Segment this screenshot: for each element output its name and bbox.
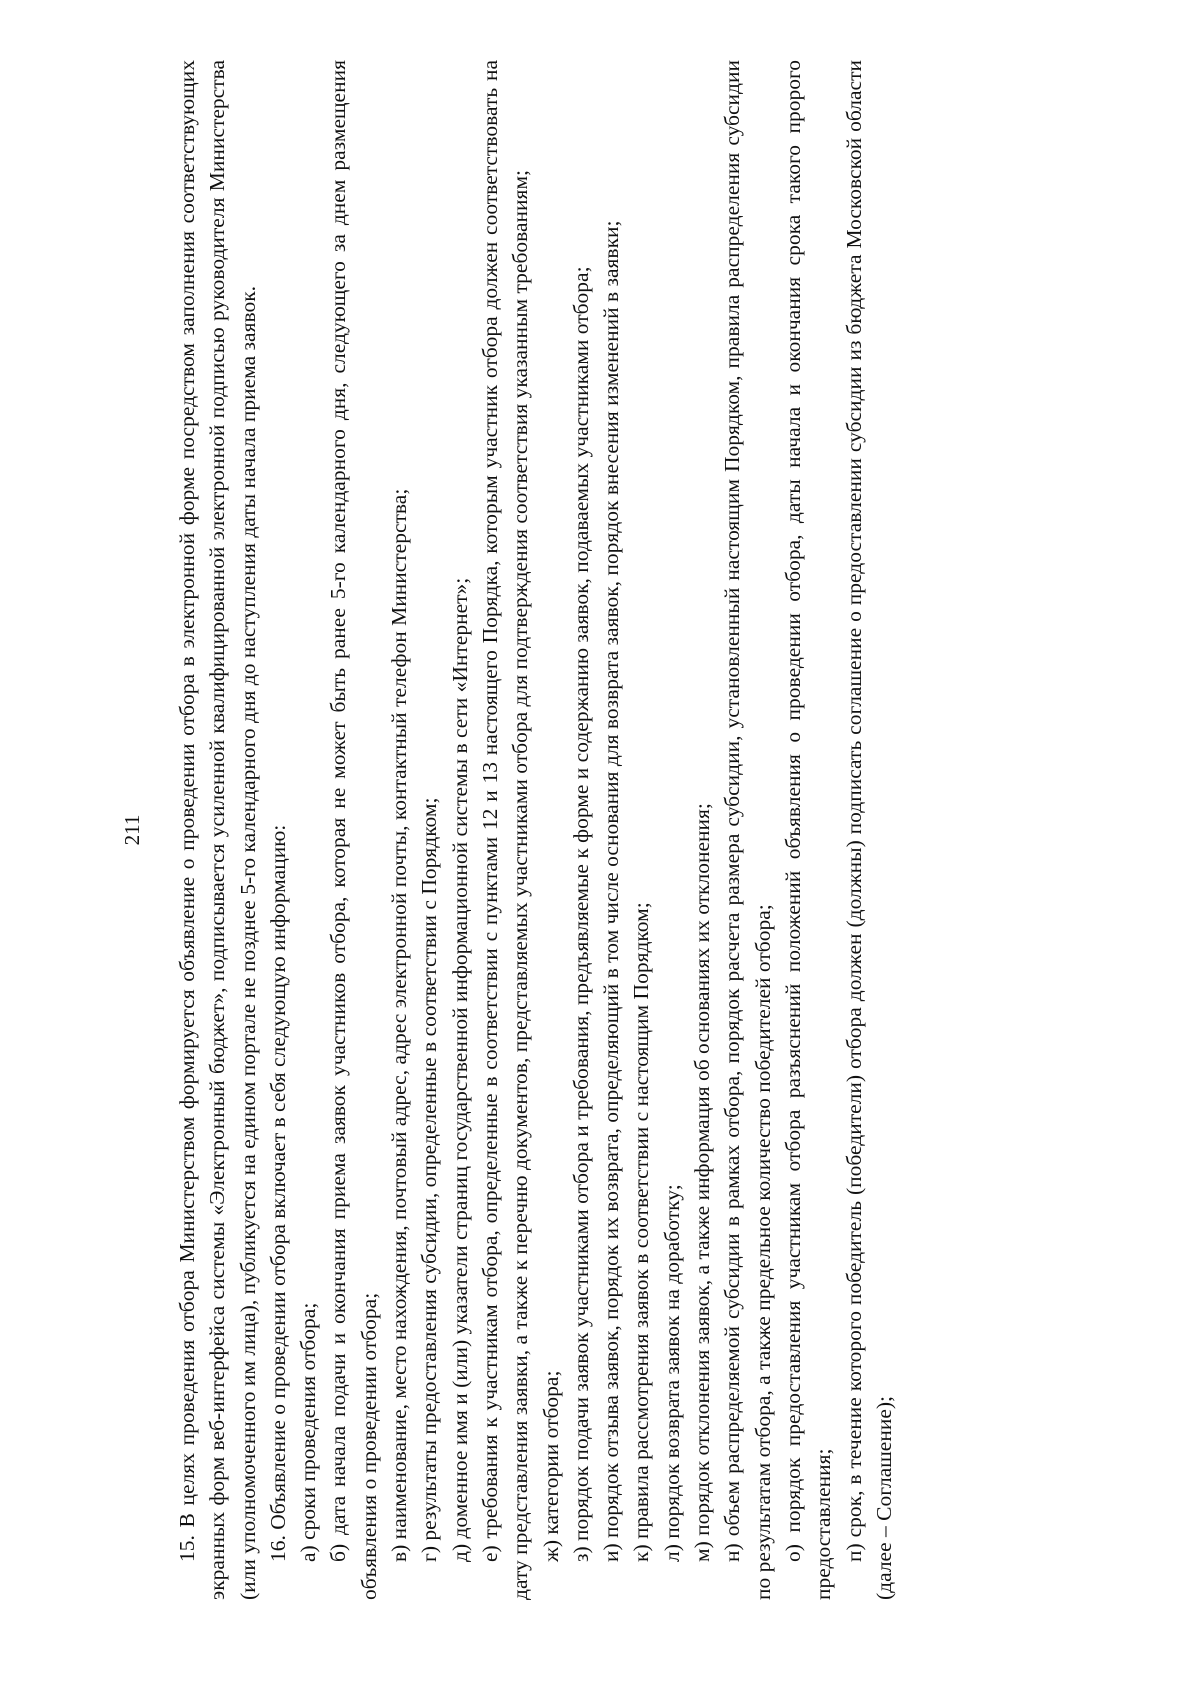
rotated-content	[120, 60, 1080, 1600]
document-body	[172, 60, 899, 1600]
paragraph-16: 16. Объявление о проведении отбора включает в себя следующую информацию:	[265, 824, 290, 1562]
list-item-g: г) результаты предоставления субсидии, определенные в соответствии с Порядком;	[417, 797, 442, 1562]
list-item-b: б) дата начала подачи и окончания приема заявок участников отбора, которая не может быть ранее 5-го календарного дня, следующего за днем размещения объявления о проведении отбора;	[326, 60, 381, 1600]
list-item-l: л) порядок возврата заявок на доработку;	[659, 1184, 684, 1562]
list-item-d: д) доменное имя и (или) указатели страниц государственной информационной системы в сети «Интернет»;	[447, 577, 472, 1562]
list-item-v: в) наименование, место нахождения, почтовый адрес, адрес электронной почты, контактный телефон Министерства;	[387, 488, 412, 1562]
page-number: 211	[120, 814, 144, 846]
list-item-k: к) правила рассмотрения заявок в соответствии с настоящим Порядком;	[629, 902, 654, 1562]
list-item-e: е) требования к участникам отбора, определенные в соответствии с пунктами 12 и 13 настоящего Порядка, которым участник отбора должен соответствовать на дату представления заявки, а также к перечню документов, представляемых участниками отбора для подтверждения соответствия указанным требованиям;	[477, 60, 533, 1600]
list-item-i: и) порядок отзыва заявок, порядок их возврата, определяющий в том числе основания для возврата заявок, порядок внесения изменений в заявки;	[599, 220, 624, 1562]
list-item-n: н) объем распределяемой субсидии в рамках отбора, порядок расчета размера субсидии, установленный настоящим Порядком, правила распределения субсидии по результатам отбора, а также предельное количество победителей отбора;	[720, 60, 775, 1600]
list-item-z: з) порядок подачи заявок участниками отбора и требования, предъявляемые к форме и содержанию заявок, подаваемых участниками отбора;	[568, 266, 593, 1562]
paragraph-15: 15. В целях проведения отбора Министерством формируется объявление о проведении отбора в электронной форме посредством заполнения соответствующих экранных форм веб-интерфейса системы «Электронный бюджет», подписывается усиленной квалифицированной электронной подписью руководителя Министерства (или уполномоченного им лица), публикуется на едином портале не позднее 5-го календарного дня до наступления даты начала приема заявок.	[175, 60, 260, 1600]
list-item-zh: ж) категории отбора;	[538, 1370, 563, 1562]
list-item-a: а) сроки проведения отбора;	[296, 1302, 321, 1562]
list-item-m: м) порядок отклонения заявок, а также информация об основаниях их отклонения;	[690, 803, 715, 1562]
list-item-p: п) срок, в течение которого победитель (победители) отбора должен (должны) подписать соглашение о предоставлении субсидии из бюджета Московской области (далее – Соглашение);	[841, 60, 896, 1600]
list-item-o: о) порядок предоставления участникам отбора разъяснений положений объявления о проведении отбора, даты начала и окончания срока такого пророго предоставления;	[780, 60, 836, 1600]
